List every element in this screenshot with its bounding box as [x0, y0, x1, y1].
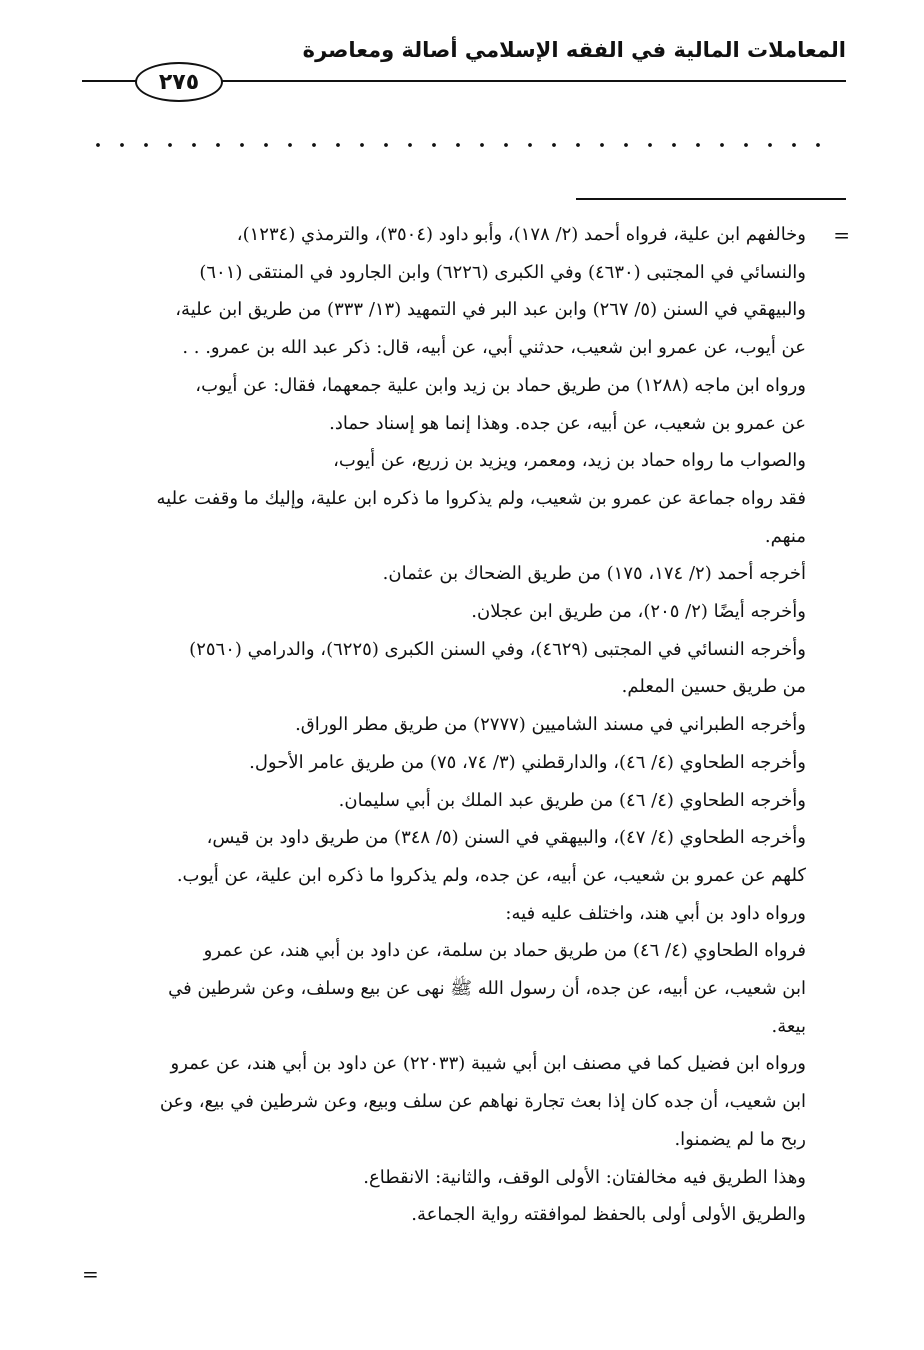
footnote-text: [100, 216, 806, 1234]
footnote-rule: [576, 198, 846, 200]
text-line: ابن شعيب، أن جده كان إذا بعث تجارة نهاهم عن سلف وبيع، وعن شرطين في بيع، وعن: [159, 1091, 806, 1113]
text-line: وأخرجه الطحاوي (٤/ ٤٦)، والدارقطني (٣/ ٧٤، ٧٥) من طريق عامر الأحول.: [249, 751, 806, 773]
text-line: وأخرجه النسائي في المجتبى (٤٦٢٩)، وفي السنن الكبرى (٦٢٢٥)، والدرامي (٢٥٦٠): [189, 638, 806, 660]
text-line: ورواه ابن ماجه (١٢٨٨) من طريق حماد بن زيد وابن علية جمعهما، فقال: عن أيوب،: [195, 374, 806, 396]
text-line: والبيهقي في السنن (٥/ ٢٦٧) وابن عبد البر في التمهيد (١٣/ ٣٣٣) من طريق ابن علية،: [175, 299, 806, 321]
text-line: ربح ما لم يضمنوا.: [674, 1128, 806, 1150]
text-line: بيعة.: [771, 1015, 806, 1037]
text-line: ابن شعيب، عن أبيه، عن جده، أن رسول الله ﷺ نهى عن بيع وسلف، وعن شرطين في: [168, 978, 806, 1000]
continuation-mark: =: [833, 223, 850, 247]
text-line: من طريق حسين المعلم.: [621, 676, 806, 698]
text-line: منهم.: [764, 525, 806, 547]
continued-next-page-mark: =: [82, 1262, 99, 1286]
text-line: فقد رواه جماعة عن عمرو بن شعيب، ولم يذكروا ما ذكره ابن علية، وإليك ما وقفت عليه: [156, 487, 806, 509]
text-line: وخالفهم ابن علية، فرواه أحمد (٢/ ١٧٨)، وأبو داود (٣٥٠٤)، والترمذي (١٢٣٤)،: [236, 224, 806, 245]
text-line: عن عمرو بن شعيب، عن أبيه، عن جده. وهذا إنما هو إسناد حماد.: [329, 412, 806, 434]
text-line: وأخرجه أيضًا (٢/ ٢٠٥)، من طريق ابن عجلان.: [471, 601, 806, 623]
text-line: ورواه داود بن أبي هند، واختلف عليه فيه:: [505, 902, 806, 924]
text-line: وأخرجه الطحاوي (٤/ ٤٧)، والبيهقي في السنن (٥/ ٣٤٨) من طريق داود بن قيس،: [206, 827, 806, 849]
text-line: وأخرجه الطبراني في مسند الشاميين (٢٧٧٧) من طريق مطر الوراق.: [295, 714, 806, 736]
text-line: أخرجه أحمد (٢/ ١٧٤، ١٧٥) من طريق الضحاك بن عثمان.: [382, 563, 806, 585]
text-line: عن أيوب، عن عمرو ابن شعيب، حدثني أبي، عن أبيه، قال: ذكر عبد الله بن عمرو. . .: [182, 337, 806, 359]
page-number: ٢٧٥: [135, 62, 223, 102]
text-line: فرواه الطحاوي (٤/ ٤٦) من طريق حماد بن سلمة، عن داود بن أبي هند، عن عمرو: [203, 940, 806, 962]
text-line: ورواه ابن فضيل كما في مصنف ابن أبي شيبة (٢٢٠٣٣) عن داود بن أبي هند، عن عمرو: [170, 1053, 806, 1075]
text-line: وأخرجه الطحاوي (٤/ ٤٦) من طريق عبد الملك بن أبي سليمان.: [338, 789, 806, 811]
text-line: وهذا الطريق فيه مخالفتان: الأولى الوقف، والثانية: الانقطاع.: [363, 1166, 806, 1188]
text-line: والنسائي في المجتبى (٤٦٣٠) وفي الكبرى (٦٢٢٦) وابن الجارود في المنتقى (٦٠١): [199, 261, 806, 283]
running-header-title: المعاملات المالية في الفقه الإسلامي أصالة ومعاصرة: [302, 38, 846, 62]
text-line: والطريق الأولى أولى بالحفظ لموافقته رواية الجماعة.: [411, 1204, 806, 1226]
dotted-separator: [86, 140, 832, 150]
text-line: والصواب ما رواه حماد بن زيد، ومعمر، ويزيد بن زريع، عن أيوب،: [333, 450, 806, 472]
text-line: كلهم عن عمرو بن شعيب، عن أبيه، عن جده، ولم يذكروا ما ذكره ابن علية، عن أيوب.: [176, 864, 806, 886]
